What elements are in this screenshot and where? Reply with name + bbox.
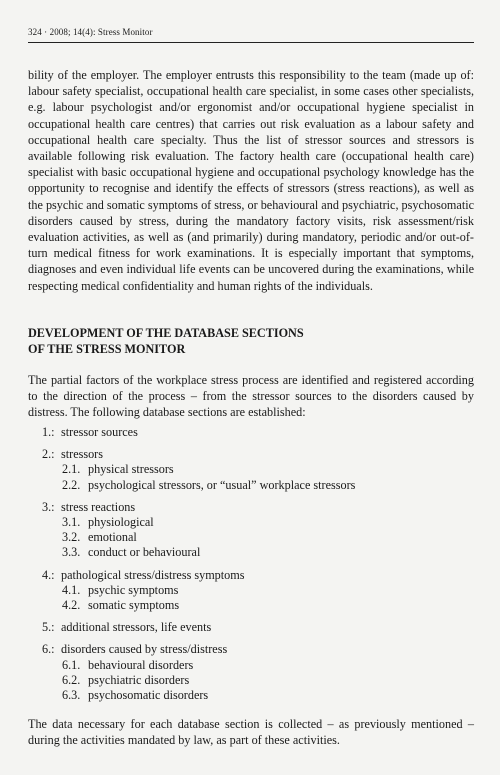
list-item-number: 1.: — [42, 425, 55, 439]
database-sections-list — [42, 425, 462, 710]
list-subitem-number: 3.2. — [62, 530, 81, 545]
closing-paragraph: The data necessary for each database section is collected – as previously mentioned – during the activities mandated by law, as part of these activities. — [28, 717, 474, 748]
list-item-number: 5.: — [42, 620, 55, 635]
list-subitem-label: psychological stressors, or “usual” workplace stressors — [88, 477, 356, 492]
list-subitem — [42, 530, 462, 545]
list-subitem-number: 3.3. — [62, 545, 81, 560]
list-subitem — [42, 598, 462, 613]
list-item-label: stressor sources — [61, 425, 138, 439]
list-item-number: 4.: — [42, 567, 55, 582]
list-subitem — [42, 545, 462, 560]
list-subitem — [42, 478, 462, 493]
list-item-number: 6.: — [42, 642, 55, 657]
running-head: 324 · 2008; 14(4): Stress Monitor — [28, 27, 153, 37]
list-subitem-number: 4.1. — [62, 582, 81, 597]
list-group — [42, 642, 462, 703]
list-subitem-number: 6.3. — [62, 688, 81, 703]
list-group — [42, 620, 462, 635]
list-item-label: disorders caused by stress/distress — [61, 642, 228, 657]
intro-paragraph: bility of the employer. The employer entrusts this responsibility to the team (made up of: labour safety specialist, occupational health care specialist, in some cases other specialists, e.g. labour psychologist and/or ergonomist and/or occupational hygiene specialist in occupational health care centres) that carries out risk evaluation as a labour safety and occupational health care specialty. Thus the list of stressor sources and stressors is available following risk evaluation. The factory health care (occupational health care) specialist with basic occupational hygiene and occupational psychology knowledge has the opportunity to recognise and identify the effects of stressors (stress reactions), as well as the psychic and somatic symptoms of stress, or behavioural and psychiatric, psychosomatic disorders caused by stress, during the mandatory factory visits, risk assessment/risk evaluation activities, as well as (and primarily) during mandatory, periodic and/or out-of-turn medical fitness for work examinations. It is especially important that symptoms, diagnoses and even individual life events can be uncovered during the examinations, while respecting medical confidentiality and human rights of the individuals. — [28, 68, 474, 293]
list-item-number: 2.: — [42, 447, 55, 462]
list-subitem-label: behavioural disorders — [88, 657, 194, 672]
list-subitem-number: 2.1. — [62, 462, 81, 477]
list-subitem-label: psychiatric disorders — [88, 672, 190, 687]
list-subitem-number: 6.2. — [62, 672, 81, 687]
list-subitem-label: physical stressors — [88, 462, 174, 477]
section-heading — [28, 325, 474, 357]
list-subitem — [42, 658, 462, 673]
section-heading-line-2: OF THE STRESS MONITOR — [28, 342, 186, 356]
list-group — [42, 500, 462, 561]
list-item — [42, 447, 462, 462]
list-subitem — [42, 462, 462, 477]
list-item-label: stressors — [61, 447, 103, 462]
list-item-number: 3.: — [42, 499, 55, 514]
list-group — [42, 425, 462, 440]
list-item-label: pathological stress/distress symptoms — [61, 567, 245, 582]
list-subitem-label: physiological — [88, 515, 154, 530]
list-subitem-number: 6.1. — [62, 657, 81, 672]
list-subitem-label: psychic symptoms — [88, 582, 179, 597]
list-subitem-label: psychosomatic disorders — [88, 688, 209, 703]
list-subitem-number: 3.1. — [62, 515, 81, 530]
list-item-label: additional stressors, life events — [61, 620, 212, 635]
list-item — [42, 500, 462, 515]
list-subitem — [42, 688, 462, 703]
list-group — [42, 447, 462, 493]
list-item — [42, 642, 462, 657]
list-item — [42, 425, 462, 440]
list-item — [42, 620, 462, 635]
section-heading-line-1: DEVELOPMENT OF THE DATABASE SECTIONS — [28, 326, 304, 340]
list-group — [42, 568, 462, 614]
list-subitem-number: 4.2. — [62, 598, 81, 613]
list-subitem-label: somatic symptoms — [88, 598, 180, 613]
list-item-label: stress reactions — [61, 499, 136, 514]
list-subitem — [42, 583, 462, 598]
list-subitem-label: conduct or behavioural — [88, 545, 201, 560]
list-subitem — [42, 515, 462, 530]
header-rule — [28, 42, 474, 43]
list-subitem — [42, 673, 462, 688]
section-paragraph: The partial factors of the workplace stress process are identified and registered according to the direction of the process – from the stressor sources to the disorders caused by distress. The following database sections are established: — [28, 373, 474, 420]
list-subitem-number: 2.2. — [62, 477, 81, 492]
list-item — [42, 568, 462, 583]
list-subitem-label: emotional — [88, 530, 137, 545]
